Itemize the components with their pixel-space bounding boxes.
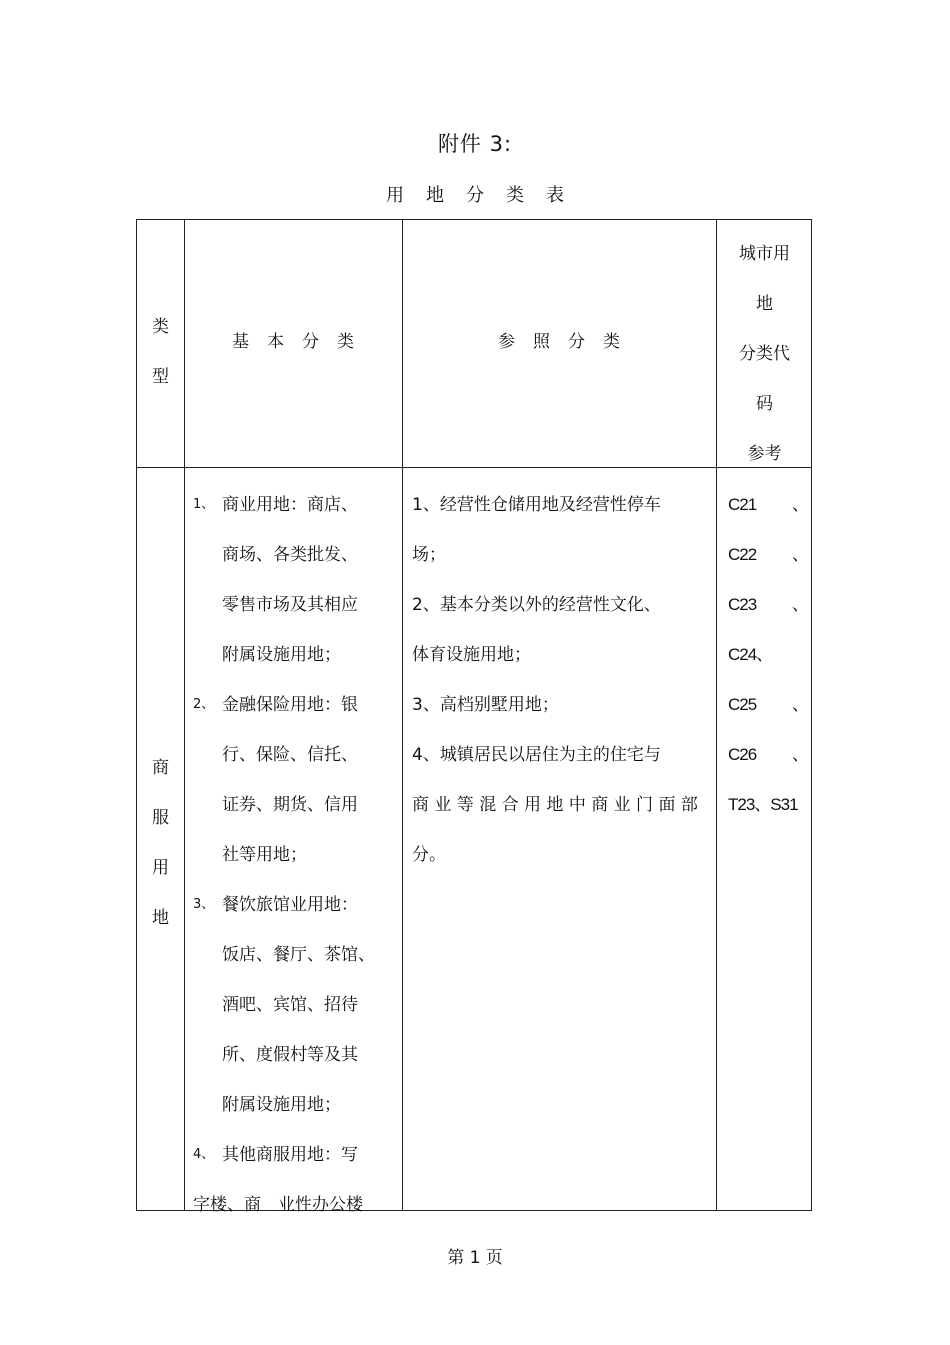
item-line: 行、保险、信托、 bbox=[222, 745, 358, 765]
page-number: 第 1 页 bbox=[447, 1248, 503, 1268]
basic-item bbox=[193, 1130, 398, 1180]
header-divider bbox=[137, 467, 811, 468]
item-continuation: 字楼、商 业性办公楼 bbox=[193, 1195, 363, 1215]
item-line: 餐饮旅馆业用地： bbox=[222, 895, 358, 915]
item-number: 1、 bbox=[193, 497, 215, 512]
header-type-char: 类 bbox=[152, 317, 169, 337]
code-separator: 、 bbox=[792, 745, 808, 764]
header-code-line: 城市用 bbox=[739, 244, 790, 264]
reference-line: 4、城镇居民以居住为主的住宅与 bbox=[412, 745, 661, 765]
item-line: 附属设施用地； bbox=[222, 645, 341, 665]
header-code-line: 分类代 bbox=[739, 344, 790, 364]
row-type-char: 服 bbox=[152, 808, 169, 828]
code-value: T23、S31 bbox=[728, 795, 798, 814]
document-title: 附件 3: bbox=[437, 132, 513, 156]
code-reference-list bbox=[728, 480, 808, 830]
item-number: 4、 bbox=[193, 1147, 215, 1162]
reference-line: 分。 bbox=[412, 845, 446, 865]
reference-line: 体育设施用地； bbox=[412, 645, 531, 665]
item-line: 饭店、餐厅、茶馆、 bbox=[222, 945, 375, 965]
item-line: 酒吧、宾馆、招待 bbox=[222, 995, 358, 1015]
code-row bbox=[728, 680, 808, 730]
item-line: 所、度假村等及其 bbox=[222, 1045, 358, 1065]
item-line: 社等用地； bbox=[222, 845, 307, 865]
code-value: C21 bbox=[728, 495, 757, 514]
land-use-table bbox=[136, 219, 812, 1215]
item-line: 商业用地：商店、 bbox=[222, 495, 358, 515]
reference-line: 1、经营性仓储用地及经营性停车 bbox=[412, 495, 661, 515]
header-reference-category: 参照分类 bbox=[498, 332, 638, 352]
header-type-char: 型 bbox=[152, 367, 169, 387]
reference-line: 场； bbox=[412, 545, 446, 565]
item-number: 2、 bbox=[193, 697, 215, 712]
code-row bbox=[728, 480, 808, 530]
basic-item bbox=[193, 680, 398, 880]
header-type bbox=[137, 302, 184, 402]
code-row bbox=[728, 530, 808, 580]
row-type-char: 商 bbox=[152, 758, 169, 778]
header-code-line: 参考 bbox=[747, 444, 782, 464]
code-separator: 、 bbox=[792, 545, 808, 564]
header-basic-category: 基本分类 bbox=[232, 332, 372, 352]
header-code-reference bbox=[716, 229, 813, 479]
item-number: 3、 bbox=[193, 897, 215, 912]
code-value: C23 bbox=[728, 595, 757, 614]
item-line: 其他商服用地：写 bbox=[222, 1145, 358, 1165]
item-line: 商场、各类批发、 bbox=[222, 545, 358, 565]
reference-line: 3、高档别墅用地； bbox=[412, 695, 559, 715]
item-line: 零售市场及其相应 bbox=[222, 595, 358, 615]
row-type bbox=[137, 743, 184, 943]
code-separator: 、 bbox=[792, 695, 808, 714]
table-title: 用地分类表 bbox=[386, 185, 586, 206]
code-value: C25 bbox=[728, 695, 757, 714]
item-line: 金融保险用地：银 bbox=[222, 695, 358, 715]
basic-item bbox=[193, 480, 398, 680]
basic-item bbox=[193, 880, 398, 1130]
code-separator: 、 bbox=[792, 495, 808, 514]
code-value: C22 bbox=[728, 545, 757, 564]
basic-category-list bbox=[193, 480, 398, 1230]
code-row bbox=[728, 780, 808, 830]
code-row bbox=[728, 630, 808, 680]
row-type-char: 用 bbox=[152, 858, 169, 878]
header-code-line: 地 bbox=[756, 294, 773, 314]
reference-line: 2、基本分类以外的经营性文化、 bbox=[412, 595, 661, 615]
code-row bbox=[728, 580, 808, 630]
row-type-char: 地 bbox=[152, 908, 169, 928]
code-separator: 、 bbox=[792, 595, 808, 614]
code-value: C26 bbox=[728, 745, 757, 764]
reference-line: 商 业 等 混 合 用 地 中 商 业 门 面 部 bbox=[412, 795, 698, 815]
column-divider bbox=[184, 220, 185, 1210]
column-divider bbox=[402, 220, 403, 1210]
header-code-line: 码 bbox=[756, 394, 773, 414]
item-line: 附属设施用地； bbox=[222, 1095, 341, 1115]
code-row bbox=[728, 730, 808, 780]
code-value: C24、 bbox=[728, 645, 773, 664]
reference-category-list bbox=[412, 480, 712, 880]
item-line: 证券、期货、信用 bbox=[222, 795, 358, 815]
